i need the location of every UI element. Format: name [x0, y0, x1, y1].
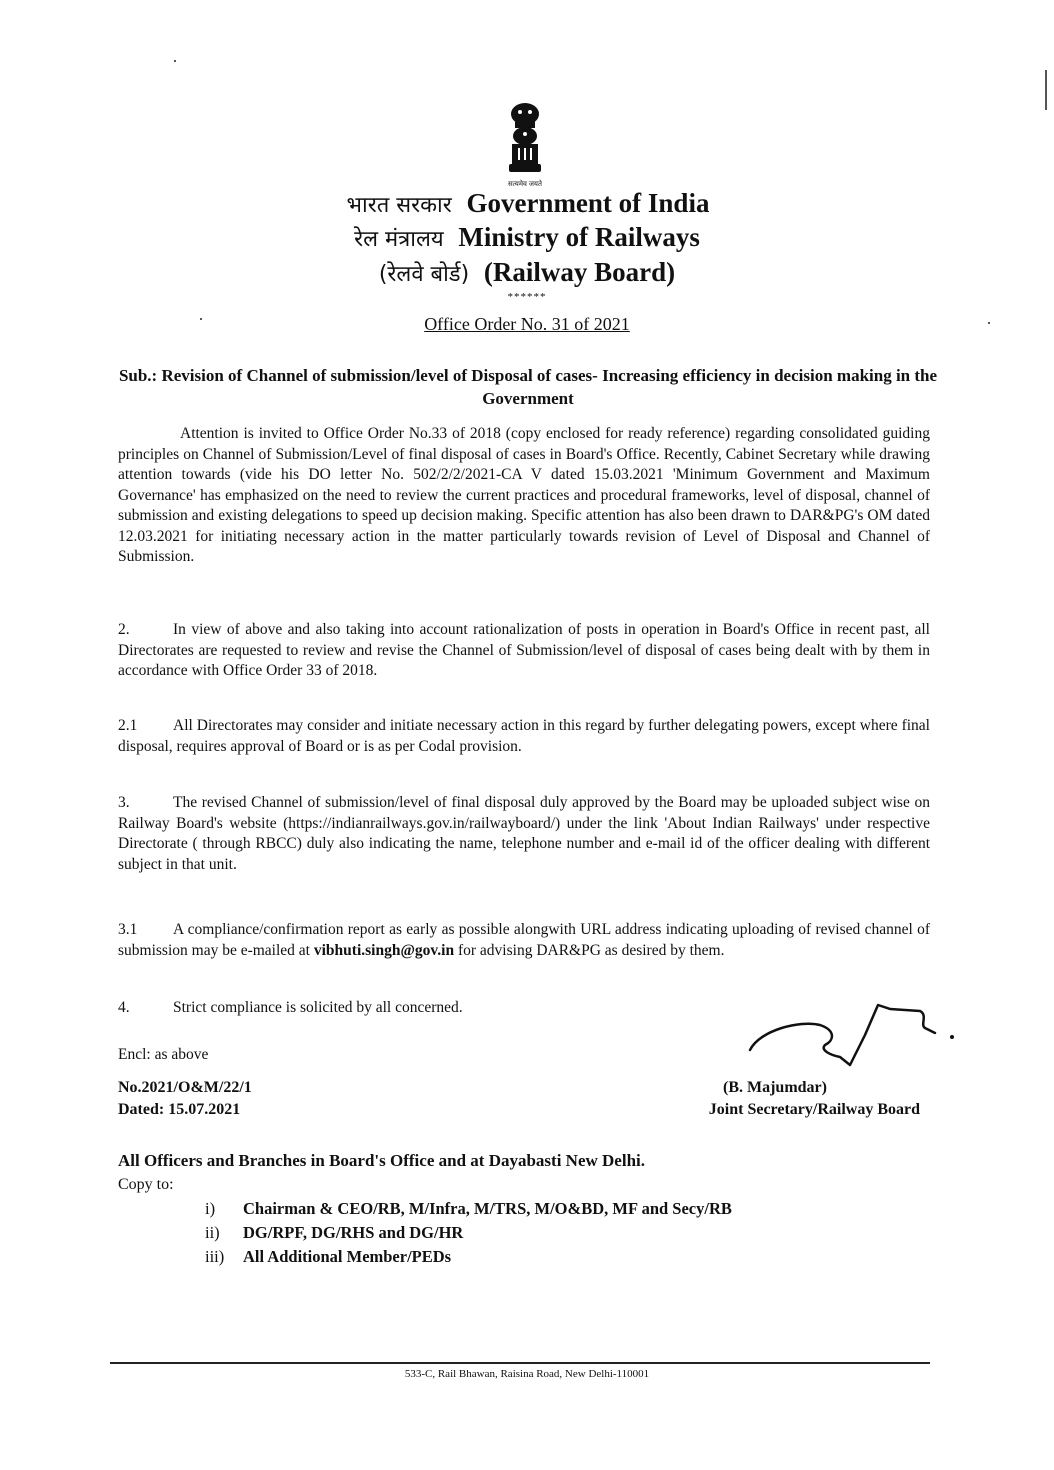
reference-date: Dated: 15.07.2021 — [118, 1101, 241, 1118]
paragraph-2-1: 2.1 All Directorates may consider and initiate necessary action in this regard by further delegating powers, except where final disposal, requires approval of Board or is as per Codal provision. — [118, 717, 930, 755]
copy-to-label: Copy to: — [118, 1176, 174, 1193]
svg-text:सत्यमेव जयते: सत्यमेव जयते — [508, 180, 542, 188]
footer-address: 533-C, Rail Bhawan, Raisina Road, New Delhi-110001 — [404, 1368, 650, 1380]
paragraph-number: 3. — [118, 794, 130, 811]
paragraph-3: 3. The revised Channel of submission/level of final disposal duly approved by the Board may be uploaded subject wise on Railway Board's website (https://indianrailways.gov.in/railwayboard/) under the link 'About Indian Railways' under respective Directorate ( through RBCC) duly also indicating the name, telephone number and e-mail id of the officer dealing with different subject in that unit. — [118, 794, 930, 873]
contact-email: vibhuti.singh@gov.in — [313, 941, 455, 959]
list-item: i) Chairman & CEO/RB, M/Infra, M/TRS, M/O&BD, MF and Secy/RB — [205, 1199, 732, 1218]
scan-speck — [174, 60, 176, 62]
list-item: iii) All Additional Member/PEDs — [205, 1247, 452, 1266]
header-line-ministry: रेल मंत्रालय Ministry of Railways — [354, 222, 700, 252]
order-title: Office Order No. 31 of 2021 — [424, 314, 630, 334]
scan-speck — [988, 322, 990, 324]
header-line-board: (रेलवे बोर्ड) (Railway Board) — [378, 257, 676, 287]
header-line-government: भारत सरकार Government of India — [346, 188, 710, 218]
copy-to-list — [205, 1197, 732, 1269]
paragraph-number: 4. — [118, 999, 130, 1016]
scan-speck — [200, 318, 202, 320]
footer-divider — [110, 1362, 930, 1364]
paragraph-2: 2. In view of above and also taking into account rationalization of posts in operation in Board's Office in recent past, all Directorates are requested to review and revise the Channel of Submission/level of disposal of cases being dealt with by them in accordance with Office Order 33 of 2018. — [118, 621, 930, 679]
signatory-designation: Joint Secretary/Railway Board — [708, 1101, 920, 1118]
paragraph-4: 4. Strict compliance is solicited by all concerned. — [118, 998, 930, 1019]
paragraph-1: Attention is invited to Office Order No.33 of 2018 (copy enclosed for ready reference) regarding consolidated guiding principles on Channel of Submission/Level of final disposal of cases in Board's Office. Recently, Cabinet Secretary while drawing attention towards (vide his DO letter No. 502/2/2/2021-CA V dated 15.03.2021 'Minimum Government and Maximum Governance' has emphasized on the need to review the current practices and procedural frameworks, level of disposal, channel of submission and existing delegations to speed up decision making. Specific attention has also been drawn to DAR&PG's OM dated 12.03.2021 for initiating necessary action in the matter particularly towards revision of Level of Disposal and Channel of Submission. — [118, 425, 930, 565]
signature-icon — [740, 995, 970, 1070]
reference-number: No.2021/O&M/22/1 — [118, 1079, 252, 1096]
distribution-to: All Officers and Branches in Board's Office and at Dayabasti New Delhi. — [118, 1151, 645, 1170]
state-emblem-icon — [500, 100, 550, 190]
enclosure-note: Encl: as above — [118, 1046, 209, 1063]
scan-edge — [1045, 70, 1047, 110]
paragraph-3-1: 3.1 A compliance/confirmation report as early as possible alongwith URL address indicating uploading of revised channel of submission may be e-mailed at vibhuti.singh@gov.in for advising DAR&PG as desired by them. — [118, 921, 930, 959]
list-item: ii) DG/RPF, DG/RHS and DG/HR — [205, 1223, 464, 1242]
paragraph-number: 3.1 — [118, 921, 138, 938]
header-separator: ****** — [507, 291, 547, 303]
signatory-name: (B. Majumdar) — [723, 1079, 827, 1096]
paragraph-number: 2. — [118, 621, 130, 638]
paragraph-number: 2.1 — [118, 717, 138, 734]
subject-line: Sub.: Revision of Channel of submission/level of Disposal of cases- Increasing efficiency in decision making in the Government — [118, 366, 938, 408]
